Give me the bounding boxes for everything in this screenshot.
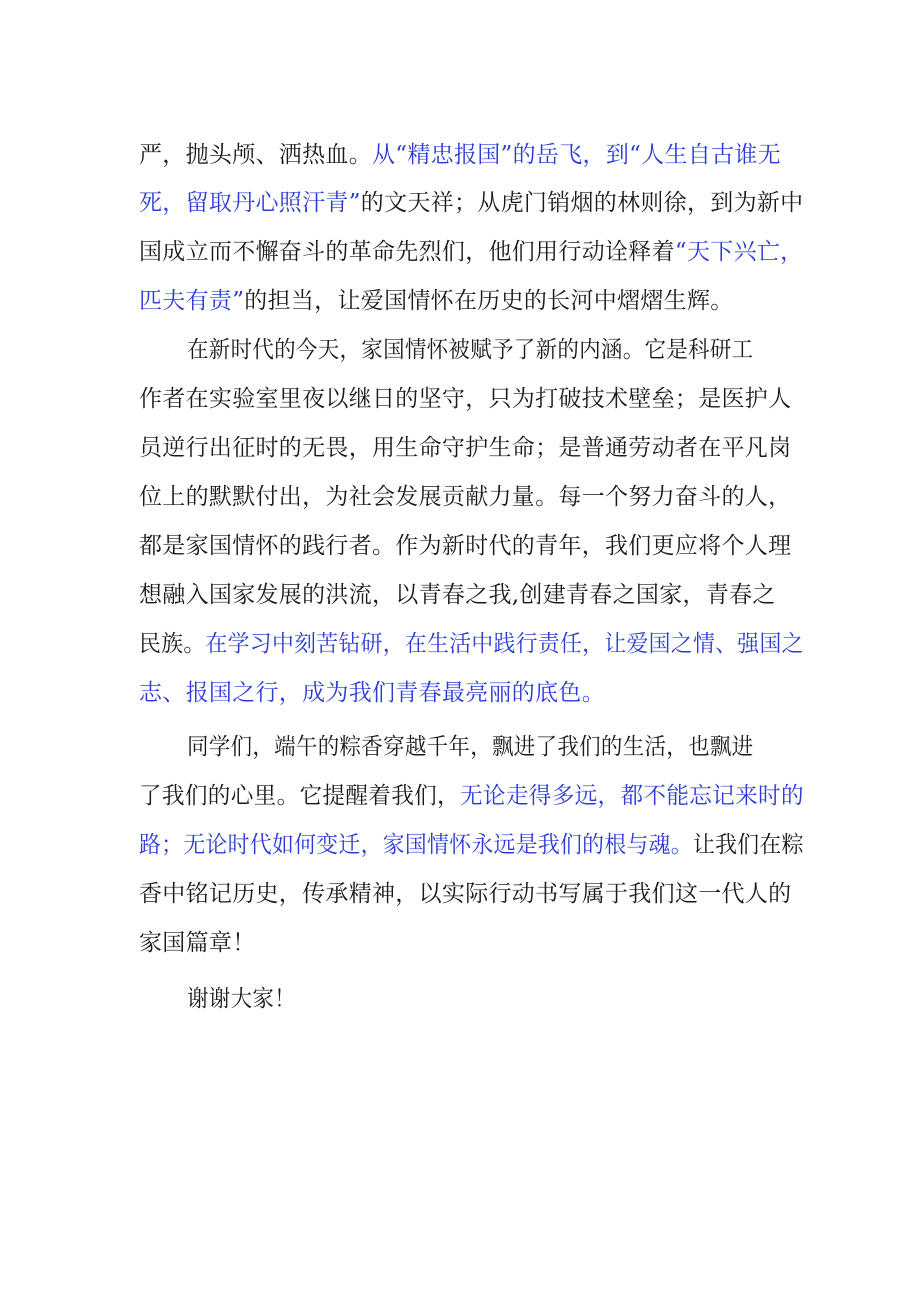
text-line-10 [139,580,799,610]
text-line-3 [139,237,804,267]
segment: 在新时代的今天，家国情怀被赋予了新的内涵。它是科研工 [187,337,754,363]
text-line-8 [139,482,799,512]
segment: 香中铭记历史，传承精神，以实际行动书写属于我们这一代人的 [139,881,792,907]
segment: 的担当，让爱国情怀在历史的长河中熠熠生辉。 [244,288,734,314]
segment: 员逆行出征时的无畏，用生命守护生命；是普通劳动者在平凡岗 [139,435,792,461]
segment: 家国篇章！ [139,930,256,956]
text-line-11 [139,629,804,659]
segment: 民族。 [139,631,206,657]
highlight-segment: 在学习中刻苦钻研，在生活中践行责任，让爱国之情、强国之 [205,631,804,657]
text-line-4 [139,286,799,316]
text-line-14 [139,781,804,811]
text-line-1 [139,140,799,170]
highlight-segment: 路；无论时代如何变迁，家国情怀永远是我们的根与魂。 [139,832,693,858]
segment: 谢谢大家！ [187,986,296,1012]
closing-line [187,984,804,1014]
segment: 同学们，端午的粽香穿越千年，飘进了我们的生活，也飘进 [187,734,754,760]
text-line-15 [139,830,804,860]
segment: 的文天祥；从虎门销烟的林则徐，到为新中 [360,190,804,216]
highlight-segment: 无论走得多远，都不能忘记来时的 [459,783,804,809]
paragraph-3-line-1 [187,732,804,762]
segment: 作者在实验室里夜以继日的坚守，只为打破技术壁垒；是医护人 [139,386,792,412]
text-line-2 [139,188,804,218]
highlight-segment: 死，留取丹心照汗青” [139,190,361,216]
segment: 让我们在粽 [692,832,804,858]
text-line-16 [139,879,799,909]
highlight-segment: 匹夫有责” [139,288,245,314]
text-line-12 [139,678,799,708]
segment: 位上的默默付出，为社会发展贡献力量。每一个努力奋斗的人， [139,484,792,510]
text-line-17 [139,928,799,958]
segment: 了我们的心里。它提醒着我们， [139,783,460,809]
highlight-segment: 从“精忠报国”的岳飞，到“人生自古谁无 [372,142,781,168]
highlight-segment: “天下兴亡， [674,239,804,265]
text-line-6 [139,384,799,414]
text-line-9 [139,531,799,561]
segment: 国成立而不懈奋斗的革命先烈们，他们用行动诠释着 [139,239,675,265]
paragraph-2-line-1 [187,335,804,365]
segment: 都是家国情怀的践行者。作为新时代的青年，我们更应将个人理 [139,533,792,559]
segment: 想融入国家发展的洪流，以青春之我,创建青春之国家，青春之 [139,582,776,608]
highlight-segment: 志、报国之行，成为我们青春最亮丽的底色。 [139,680,605,706]
segment: 严，抛头颅、洒热血。 [139,142,372,168]
text-line-7 [139,433,799,463]
